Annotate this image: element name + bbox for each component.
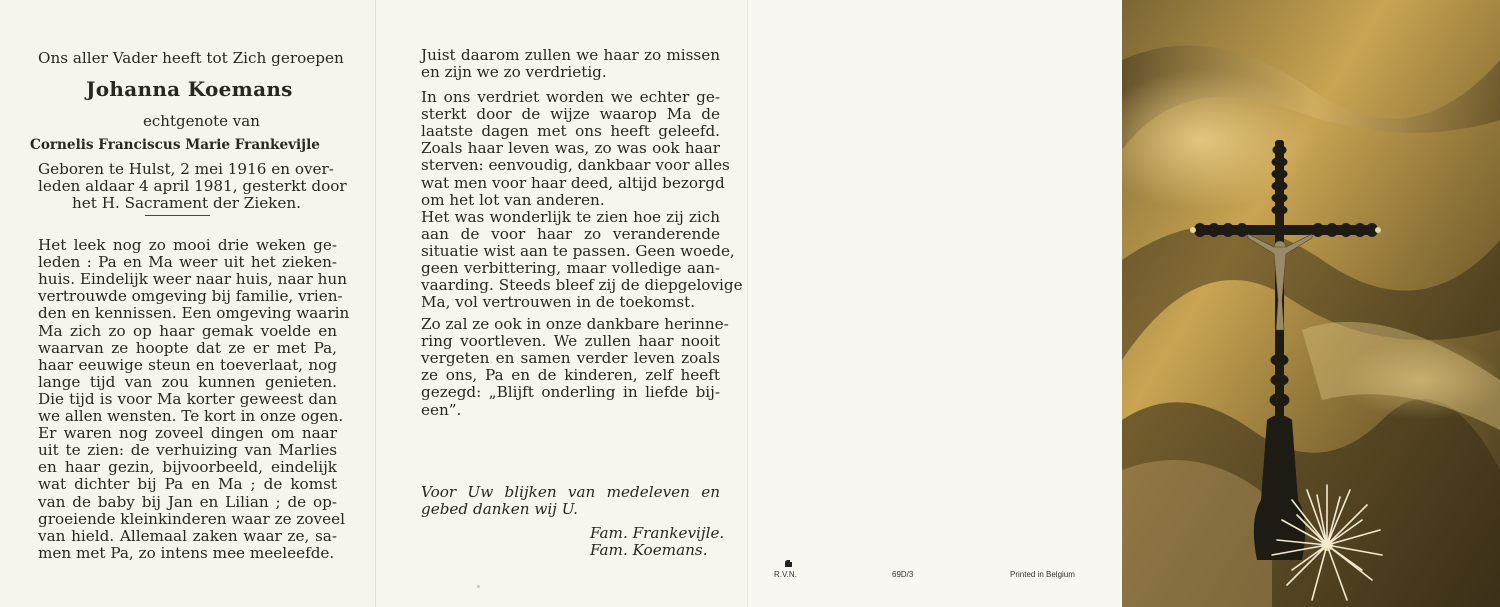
text-line: Juist daarom zullen we haar zo missen (421, 46, 720, 64)
printed-label: Printed in Belgium (1010, 570, 1075, 579)
birth-line: het H. Sacrament der Zieken. (72, 194, 301, 212)
text-line: Het was wonderlijk te zien hoe zij zich (421, 207, 720, 226)
text-line: vertrouwde omgeving bij familie, vrien- (38, 287, 343, 306)
crucifix-photo (1122, 0, 1500, 607)
text-line: vaarding. Steeds bleef zij de diepgelovige (421, 276, 743, 295)
deceased-name: Johanna Koemans (86, 77, 293, 101)
text-line: situatie wist aan te passen. Geen woede, (421, 241, 735, 260)
birth-line: leden aldaar 4 april 1981, gesterkt door (38, 177, 347, 195)
spouse-label: echtgenote van (143, 112, 260, 130)
signature-line: Fam. Frankevijle. (590, 524, 725, 542)
left-page (0, 0, 375, 607)
text-line: Die tijd is voor Ma korter geweest dan (38, 389, 337, 408)
intro-line: Ons aller Vader heeft tot Zich geroepen (38, 49, 344, 67)
text-line: In ons verdriet worden we echter ge- (421, 88, 720, 106)
middle-page (375, 0, 747, 607)
publisher-logo-icon (784, 553, 793, 562)
blank-page (747, 0, 1122, 607)
text-line: Zoals haar leven was, zo was ook haar (421, 139, 720, 158)
spouse-name: Cornelis Franciscus Marie Frankevijle (30, 137, 320, 153)
text-line: sterven: eenvoudig, dankbaar voor alles (421, 156, 730, 175)
thanks-line: Voor Uw blijken van medeleven en (421, 483, 720, 501)
text-line: van hield. Allemaal zaken waar ze, sa- (38, 526, 337, 545)
text-line: haar eeuwige steun en toeverlaat, nog (38, 355, 337, 374)
text-line: geen verbittering, maar volledige aan- (421, 259, 720, 277)
text-line: wat men voor haar deed, altijd bezorgd (421, 173, 725, 192)
publisher-label: R.V.N. (774, 570, 797, 579)
text-line: Ma zich zo op haar gemak voelde en (38, 321, 337, 340)
text-line: leden : Pa en Ma weer uit het zieken- (38, 253, 337, 272)
text-line: waarvan ze hoopte dat ze er met Pa, (38, 338, 337, 357)
text-line: laatste dagen met ons heeft geleefd. (421, 122, 720, 141)
text-line: huis. Eindelijk weer naar huis, naar hun (38, 270, 347, 289)
text-line: wat dichter bij Pa en Ma ; de komst (38, 475, 337, 494)
text-line: den en kennissen. Een omgeving waarin (38, 304, 350, 323)
text-line: ring voortleven. We zullen haar nooit (421, 332, 720, 351)
text-line: van de baby bij Jan en Lilian ; de op- (38, 492, 337, 511)
text-line: uit te zien: de verhuizing van Marlies (38, 441, 337, 460)
signature-line: Fam. Koemans. (590, 541, 708, 559)
paper-speck (477, 585, 480, 588)
text-line: ze ons, Pa en de kinderen, zelf heeft (421, 366, 720, 385)
text-line: lange tijd van zou kunnen genieten. (38, 372, 337, 391)
text-line: gezegd: „Blijft onderling in liefde bij- (421, 383, 720, 402)
text-line: aan de voor haar zo veranderende (421, 224, 720, 243)
text-line: Zo zal ze ook in onze dankbare herinne- (421, 315, 729, 333)
thanks-line: gebed danken wij U. (421, 500, 578, 518)
birth-line: Geboren te Hulst, 2 mei 1916 en over- (38, 160, 334, 178)
text-line: om het lot van anderen. (421, 190, 605, 209)
divider (145, 215, 210, 216)
text-line: Ma, vol vertrouwen in de toekomst. (421, 293, 696, 312)
text-line: vergeten en samen verder leven zoals (421, 349, 720, 368)
card-code: 69D/3 (892, 570, 914, 579)
text-line: sterkt door de wijze waarop Ma de (421, 105, 720, 124)
text-line: men met Pa, zo intens mee meeleefde. (38, 543, 335, 562)
text-line: groeiende kleinkinderen waar ze zoveel (38, 509, 345, 528)
text-line: Het leek nog zo mooi drie weken ge- (38, 236, 337, 254)
text-line: en haar gezin, bijvoorbeeld, eindelijk (38, 458, 337, 477)
text-line: Er waren nog zoveel dingen om naar (38, 424, 337, 443)
text-line: we allen wensten. Te kort in onze ogen. (38, 407, 344, 425)
crucifix-illustration (1122, 0, 1500, 607)
text-line: en zijn we zo verdrietig. (421, 63, 607, 82)
text-line: een”. (421, 400, 462, 419)
